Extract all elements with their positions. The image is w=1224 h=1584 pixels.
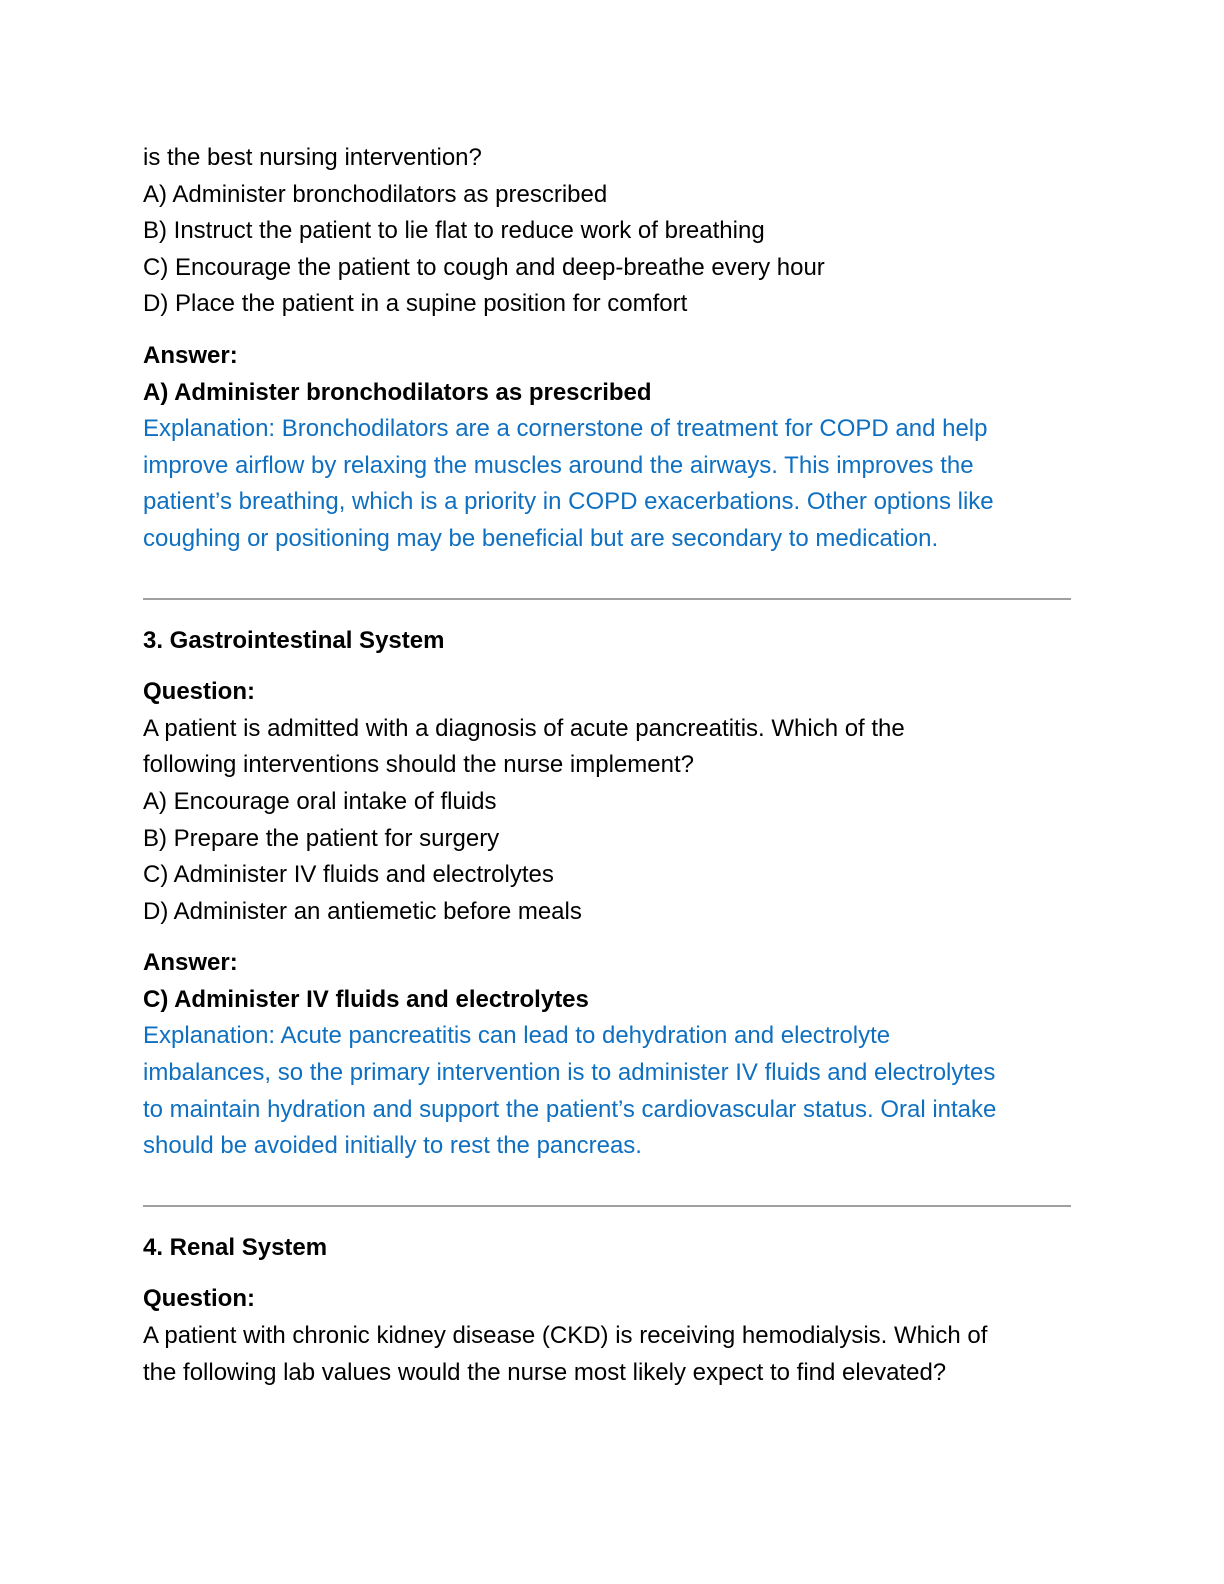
q3-option-d: D) Administer an antiemetic before meals bbox=[143, 897, 582, 925]
section-divider bbox=[143, 598, 1071, 600]
q3-answer-label: Answer: bbox=[143, 949, 238, 977]
q3-stem-line-1: A patient is admitted with a diagnosis of acute pancreatitis. Which of the bbox=[143, 714, 905, 742]
q2-option-c: C) Encourage the patient to cough and deep-breathe every hour bbox=[143, 253, 825, 281]
q3-option-b: B) Prepare the patient for surgery bbox=[143, 824, 500, 852]
document-page bbox=[143, 140, 1071, 1391]
q3-section-title: 3. Gastrointestinal System bbox=[143, 626, 445, 654]
q2-stem-tail: is the best nursing intervention? bbox=[143, 144, 482, 171]
q2-explanation-line-4: coughing or positioning may be beneficial but are secondary to medication. bbox=[143, 524, 939, 552]
q3-explanation-line-4: should be avoided initially to rest the pancreas. bbox=[143, 1132, 642, 1160]
q2-option-a: A) Administer bronchodilators as prescribed bbox=[143, 180, 608, 208]
q3-option-a: A) Encourage oral intake of fluids bbox=[143, 787, 497, 815]
q2-answer-label: Answer: bbox=[143, 341, 238, 369]
q3-option-c: C) Administer IV fluids and electrolytes bbox=[143, 861, 554, 889]
q4-question-label: Question: bbox=[143, 1285, 255, 1313]
q4-section-title: 4. Renal System bbox=[143, 1233, 328, 1261]
q3-explanation-line-1: Explanation: Acute pancreatitis can lead to dehydration and electrolyte bbox=[143, 1022, 891, 1050]
q2-option-d: D) Place the patient in a supine position for comfort bbox=[143, 290, 688, 318]
q2-explanation-line-1: Explanation: Bronchodilators are a cornerstone of treatment for COPD and help bbox=[143, 415, 988, 443]
q2-answer: A) Administer bronchodilators as prescribed bbox=[143, 378, 652, 406]
q4-stem-line-2: the following lab values would the nurse most likely expect to find elevated? bbox=[143, 1358, 947, 1386]
q3-explanation-line-3: to maintain hydration and support the patient’s cardiovascular status. Oral intake bbox=[143, 1095, 997, 1123]
q2-explanation-line-2: improve airflow by relaxing the muscles around the airways. This improves the bbox=[143, 451, 974, 479]
q3-question-label: Question: bbox=[143, 678, 255, 706]
q3-answer: C) Administer IV fluids and electrolytes bbox=[143, 985, 589, 1013]
q3-stem-line-2: following interventions should the nurse implement? bbox=[143, 751, 694, 779]
q4-stem-line-1: A patient with chronic kidney disease (CKD) is receiving hemodialysis. Which of bbox=[143, 1322, 988, 1350]
section-divider bbox=[143, 1205, 1071, 1207]
q3-explanation-line-2: imbalances, so the primary intervention is to administer IV fluids and electrolytes bbox=[143, 1059, 996, 1087]
q2-option-b: B) Instruct the patient to lie flat to reduce work of breathing bbox=[143, 217, 765, 245]
q2-explanation-line-3: patient’s breathing, which is a priority in COPD exacerbations. Other options like bbox=[143, 488, 994, 516]
